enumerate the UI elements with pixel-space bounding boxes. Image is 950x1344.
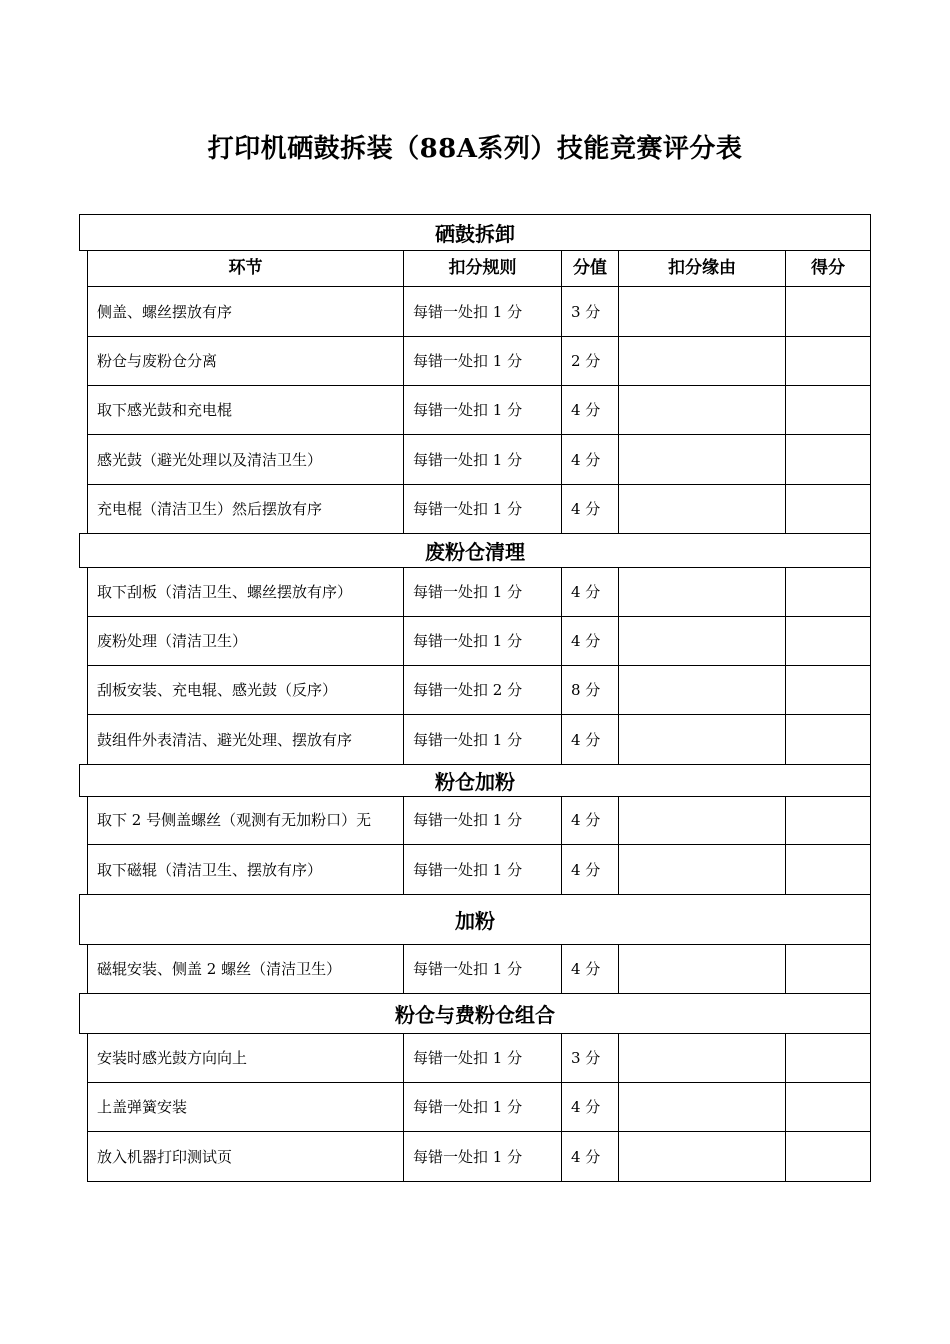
step-cell: 废粉处理（清洁卫生）	[88, 617, 404, 665]
table-row	[88, 845, 870, 895]
reason-cell[interactable]	[619, 567, 786, 616]
got-cell[interactable]	[786, 944, 870, 993]
step-cell: 鼓组件外表清洁、避光处理、摆放有序	[88, 715, 404, 764]
column-header: 扣分缘由	[619, 250, 786, 286]
score-cell: 4 分	[562, 1083, 619, 1131]
table-row	[88, 485, 870, 534]
rule-cell: 每错一处扣 1 分	[404, 337, 562, 385]
reason-cell[interactable]	[619, 796, 786, 844]
got-cell[interactable]	[786, 485, 870, 533]
table-row	[88, 386, 870, 435]
rule-cell: 每错一处扣 1 分	[404, 715, 562, 764]
step-cell: 安装时感光鼓方向向上	[88, 1033, 404, 1082]
table-row	[88, 617, 870, 666]
got-cell[interactable]	[786, 1033, 870, 1082]
reason-cell[interactable]	[619, 715, 786, 764]
score-cell: 4 分	[562, 485, 619, 533]
step-cell: 取下 2 号侧盖螺丝（观测有无加粉口）无	[88, 796, 404, 844]
table-row	[88, 1132, 870, 1182]
table-row	[88, 944, 870, 994]
rule-cell: 每错一处扣 1 分	[404, 617, 562, 665]
reason-cell[interactable]	[619, 1132, 786, 1181]
section-header: 废粉仓清理	[79, 533, 871, 568]
column-header-row	[88, 250, 870, 287]
score-cell: 4 分	[562, 567, 619, 616]
step-cell: 取下刮板（清洁卫生、螺丝摆放有序）	[88, 567, 404, 616]
score-cell: 8 分	[562, 666, 619, 714]
table-row	[88, 435, 870, 485]
rule-cell: 每错一处扣 1 分	[404, 944, 562, 993]
score-cell: 4 分	[562, 617, 619, 665]
reason-cell[interactable]	[619, 435, 786, 484]
rule-cell: 每错一处扣 1 分	[404, 1132, 562, 1181]
score-cell: 4 分	[562, 1132, 619, 1181]
reason-cell[interactable]	[619, 287, 786, 336]
column-header: 环节	[88, 250, 404, 286]
step-cell: 感光鼓（避光处理以及清洁卫生）	[88, 435, 404, 484]
score-cell: 4 分	[562, 944, 619, 993]
rule-cell: 每错一处扣 1 分	[404, 845, 562, 894]
section-header: 硒鼓拆卸	[79, 214, 871, 251]
rule-cell: 每错一处扣 1 分	[404, 435, 562, 484]
step-cell: 放入机器打印测试页	[88, 1132, 404, 1181]
reason-cell[interactable]	[619, 845, 786, 894]
table-row	[88, 1083, 870, 1132]
got-cell[interactable]	[786, 567, 870, 616]
got-cell[interactable]	[786, 1132, 870, 1181]
reason-cell[interactable]	[619, 1083, 786, 1131]
got-cell[interactable]	[786, 715, 870, 764]
table-row	[88, 567, 870, 617]
step-cell: 取下磁辊（清洁卫生、摆放有序）	[88, 845, 404, 894]
rule-cell: 每错一处扣 1 分	[404, 1083, 562, 1131]
step-cell: 磁辊安装、侧盖 2 螺丝（清洁卫生）	[88, 944, 404, 993]
table-row	[88, 715, 870, 765]
rule-cell: 每错一处扣 1 分	[404, 1033, 562, 1082]
score-cell: 3 分	[562, 287, 619, 336]
got-cell[interactable]	[786, 337, 870, 385]
got-cell[interactable]	[786, 666, 870, 714]
page-title: 打印机硒鼓拆装（88A系列）技能竞赛评分表	[207, 134, 743, 164]
rule-cell: 每错一处扣 1 分	[404, 485, 562, 533]
got-cell[interactable]	[786, 617, 870, 665]
table-row	[88, 796, 870, 845]
score-cell: 3 分	[562, 1033, 619, 1082]
step-cell: 刮板安装、充电辊、感光鼓（反序）	[88, 666, 404, 714]
got-cell[interactable]	[786, 796, 870, 844]
reason-cell[interactable]	[619, 386, 786, 434]
got-cell[interactable]	[786, 435, 870, 484]
got-cell[interactable]	[786, 386, 870, 434]
table-row	[88, 666, 870, 715]
reason-cell[interactable]	[619, 617, 786, 665]
got-cell[interactable]	[786, 1083, 870, 1131]
score-cell: 4 分	[562, 715, 619, 764]
step-cell: 上盖弹簧安装	[88, 1083, 404, 1131]
step-cell: 粉仓与废粉仓分离	[88, 337, 404, 385]
section-header: 粉仓加粉	[79, 764, 871, 797]
rule-cell: 每错一处扣 1 分	[404, 567, 562, 616]
score-cell: 4 分	[562, 435, 619, 484]
got-cell[interactable]	[786, 845, 870, 894]
section-header: 粉仓与费粉仓组合	[79, 993, 871, 1034]
score-cell: 4 分	[562, 386, 619, 434]
column-header: 扣分规则	[404, 250, 562, 286]
rule-cell: 每错一处扣 1 分	[404, 386, 562, 434]
section-table	[87, 567, 871, 765]
section-table	[87, 1033, 871, 1182]
table-row	[88, 287, 870, 337]
got-cell[interactable]	[786, 287, 870, 336]
score-cell: 2 分	[562, 337, 619, 385]
step-cell: 取下感光鼓和充电棍	[88, 386, 404, 434]
section-header: 加粉	[79, 894, 871, 945]
rule-cell: 每错一处扣 1 分	[404, 287, 562, 336]
reason-cell[interactable]	[619, 944, 786, 993]
step-cell: 充电棍（清洁卫生）然后摆放有序	[88, 485, 404, 533]
section-table	[87, 944, 871, 994]
rule-cell: 每错一处扣 1 分	[404, 796, 562, 844]
section-table	[87, 250, 871, 534]
reason-cell[interactable]	[619, 666, 786, 714]
section-table	[87, 796, 871, 895]
table-row	[88, 337, 870, 386]
column-header: 分值	[562, 250, 619, 286]
rule-cell: 每错一处扣 2 分	[404, 666, 562, 714]
score-cell: 4 分	[562, 845, 619, 894]
step-cell: 侧盖、螺丝摆放有序	[88, 287, 404, 336]
column-header: 得分	[811, 258, 845, 278]
reason-cell[interactable]	[619, 337, 786, 385]
reason-cell[interactable]	[619, 1033, 786, 1082]
table-row	[88, 1033, 870, 1083]
reason-cell[interactable]	[619, 485, 786, 533]
score-cell: 4 分	[562, 796, 619, 844]
